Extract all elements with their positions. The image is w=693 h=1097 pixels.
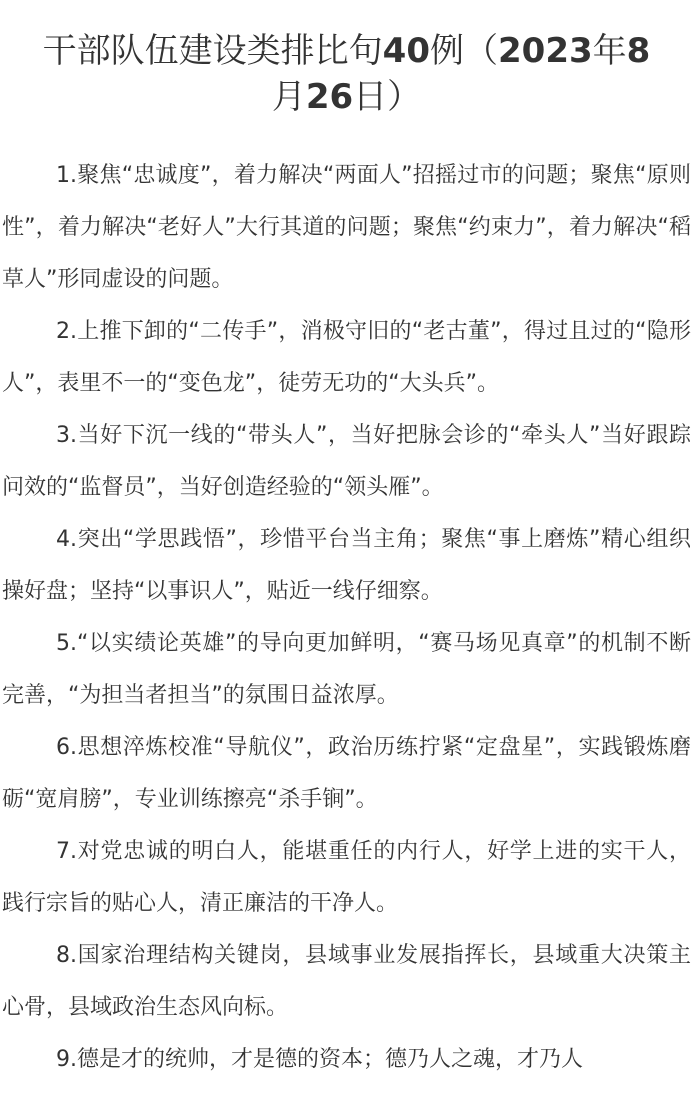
title-count: 40 (382, 31, 430, 71)
paragraph-3: 3.当好下沉一线的“带头人”，当好把脉会诊的“牵头人”当好跟踪问效的“监督员”，当好创造经验的“领头雁”。 (2, 423, 691, 500)
paragraph-8: 8.国家治理结构关键岗，县域事业发展指挥长，县域重大决策主心骨，县域政治生态风向标。 (2, 943, 691, 1020)
paragraph-2: 2.上推下卸的“二传手”，消极守旧的“老古董”，得过且过的“隐形人”，表里不一的“变色龙”，徒劳无功的“大头兵”。 (2, 319, 691, 396)
title-text-5: 日） (353, 77, 422, 117)
article-body (0, 150, 693, 1086)
title-text-3: 年 (592, 31, 627, 71)
title-month: 8 (626, 31, 651, 71)
title-text-2: 例（ (430, 31, 498, 71)
title-text-4: 月 (271, 77, 306, 117)
paragraph-4: 4.突出“学思践悟”，珍惜平台当主角；聚焦“事上磨炼”精心组织操好盘；坚持“以事识人”，贴近一线仔细察。 (2, 527, 691, 604)
title-text-1: 干部队伍建设类排比句 (42, 31, 383, 71)
paragraph-7: 7.对党忠诚的明白人，能堪重任的内行人，好学上进的实干人，践行宗旨的贴心人，清正廉洁的干净人。 (2, 839, 691, 916)
title-year: 2023 (498, 31, 593, 71)
paragraph-6: 6.思想淬炼校准“导航仪”，政治历练拧紧“定盘星”，实践锻炼磨砺“宽肩膀”，专业训练擦亮“杀手锏”。 (2, 735, 691, 812)
title-day: 26 (305, 77, 354, 117)
paragraph-9: 9.德是才的统帅，才是德的资本；德乃人之魂，才乃人 (56, 1047, 583, 1072)
page-title (0, 28, 693, 120)
paragraph-1: 1.聚焦“忠诚度”，着力解决“两面人”招摇过市的问题；聚焦“原则性”，着力解决“老好人”大行其道的问题；聚焦“约束力”，着力解决“稻草人”形同虚设的问题。 (2, 163, 691, 292)
paragraph-5: 5.“以实绩论英雄”的导向更加鲜明，“赛马场见真章”的机制不断完善，“为担当者担当”的氛围日益浓厚。 (2, 631, 691, 708)
